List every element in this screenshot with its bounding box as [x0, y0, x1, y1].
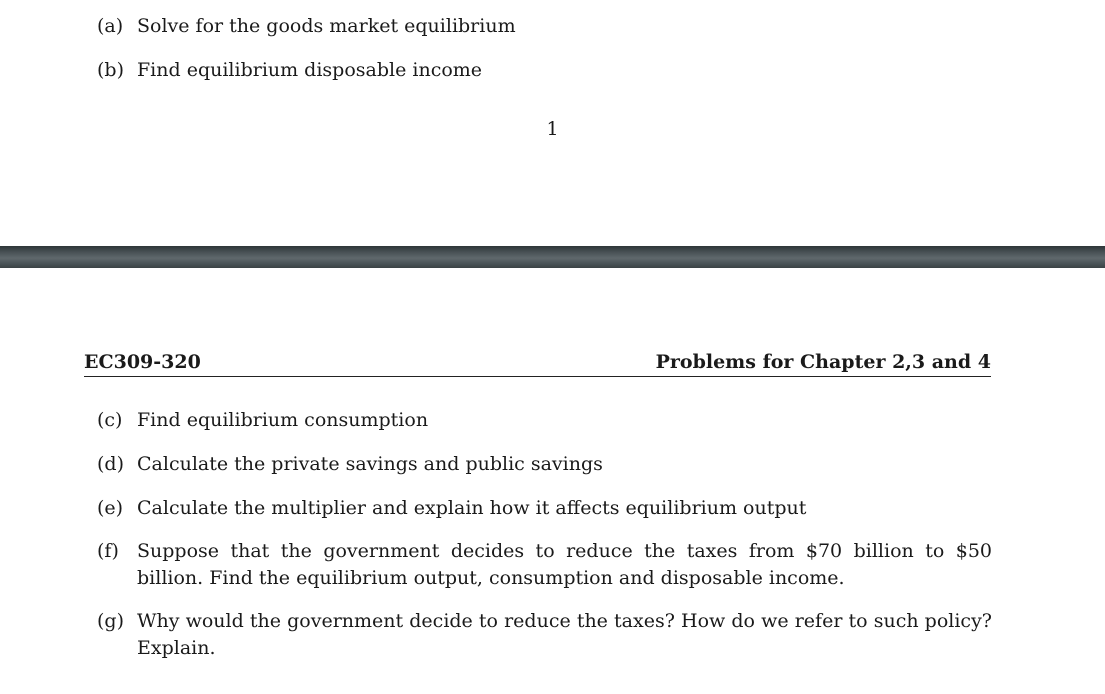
item-text: Calculate the private savings and public savings	[137, 453, 603, 475]
item-text: Find equilibrium consumption	[137, 409, 429, 431]
page-1	[0, 0, 1105, 246]
header-title: Problems for Chapter 2,3 and 4	[655, 351, 991, 373]
course-code: EC309-320	[84, 351, 201, 373]
item-label: (g)	[97, 610, 124, 632]
item-text: Solve for the goods market equilibrium	[137, 15, 516, 37]
item-label: (d)	[97, 453, 124, 475]
item-text: Suppose that the government decides to reduce the taxes from $70 billion to $50 billion. Find the equilibrium output, consumption and disposable income.	[137, 540, 992, 589]
item-label: (b)	[97, 59, 124, 81]
item-label: (a)	[97, 15, 124, 37]
item-label: (c)	[97, 409, 123, 431]
page-2	[0, 268, 1105, 694]
item-label: (f)	[97, 540, 119, 562]
page-separator	[0, 246, 1105, 268]
page-number: 1	[546, 118, 559, 140]
item-text: Find equilibrium disposable income	[137, 59, 483, 81]
item-label: (e)	[97, 497, 124, 519]
header-rule	[84, 376, 991, 377]
item-text: Why would the government decide to reduce the taxes? How do we refer to such policy? Explain.	[137, 610, 992, 659]
item-text: Calculate the multiplier and explain how it affects equilibrium output	[137, 497, 807, 519]
